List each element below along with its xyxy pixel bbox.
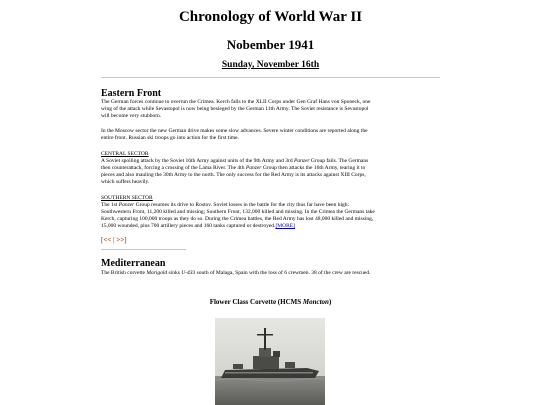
- text-line: The German forces continue to overrun the Crimea. Kerch falls to the XLII Corps under Gen Graf Hans von Sponeck, one: [101, 99, 371, 105]
- nav-separator: |: [113, 236, 115, 244]
- divider: [101, 77, 440, 78]
- text-line: [101, 158, 440, 165]
- text-span: 15,000 wounded, plus 700 artillery pieces and 160 tanks captured or destroyed.: [101, 222, 276, 229]
- next-day-link[interactable]: >>: [116, 236, 125, 244]
- nav-bracket-open: [: [101, 236, 104, 244]
- text-span: Panzer: [245, 164, 262, 171]
- text-line: [101, 223, 440, 230]
- moscow-paragraph: [101, 128, 440, 142]
- text-line: [101, 165, 440, 172]
- text-span: Moncton: [302, 298, 329, 306]
- southern-sector-label: SOUTHERN SECTOR: [101, 195, 153, 201]
- previous-day-link[interactable]: <<: [103, 236, 112, 244]
- date-heading: Sunday, November 16th: [221, 60, 320, 70]
- text-line: Kerch, capturing 100,000 troops as they do so. During the Crimea battles, the Red Army has lost 48,000 killed and missing,: [101, 215, 374, 222]
- mediterranean-heading: Mediterranean: [101, 258, 166, 269]
- more-link[interactable]: [MORE]: [275, 222, 295, 229]
- text-span: south of Malaga, Spain with the loss of 6 crewmen. 38 of the crew are rescued.: [195, 270, 371, 276]
- text-span: sinks: [167, 270, 182, 276]
- text-span: Group fails. The Germans: [309, 158, 369, 164]
- central-sector-label: CENTRAL SECTOR: [101, 151, 149, 157]
- text-span: Group resumes its drive to Rostov. Soviet losses in the battle for the city thus far have been high:: [134, 202, 350, 208]
- nav-bracket-close: ]: [124, 236, 127, 244]
- section-divider: [101, 249, 186, 250]
- month-heading: Nobember 1941: [226, 37, 315, 52]
- ship-name: Marigold: [146, 270, 168, 276]
- text-span: A Soviet spoiling attack by the Soviet 16th Army against units of the 9th Army and 3rd: [101, 158, 294, 164]
- text-line: In the Moscow sector the new German drive makes some slow advances. Severe winter conditions are reported along the: [101, 128, 368, 134]
- page-title: Chronology of World War II: [178, 9, 363, 25]
- text-line: entire front. Russian ski troops go into action for the first time.: [101, 134, 239, 141]
- text-span: then counterattack, forcing a crossing of the Lama River. The 4th: [101, 164, 246, 171]
- southern-sector-paragraph: [101, 202, 440, 230]
- text-line: which suffers heavily.: [101, 178, 150, 185]
- eastern-front-intro: [101, 99, 440, 120]
- eastern-front-heading: Eastern Front: [101, 88, 162, 99]
- mediterranean-paragraph: [101, 270, 440, 277]
- text-line: pieces and also mauling the 30th Army to the north. The only success for the Red Army is its attacks against XIII Corps,: [101, 171, 366, 178]
- text-span: Panzer: [293, 158, 310, 164]
- text-span: The 1st: [101, 202, 119, 208]
- text-span: Group then attacks the 16th Army, tearing it to: [261, 164, 366, 171]
- uboat-name: U-433: [181, 270, 196, 276]
- warship-photo-icon: [215, 318, 325, 405]
- warship-photo: [215, 318, 325, 405]
- text-span: ): [328, 298, 332, 306]
- day-navigation: [101, 236, 127, 244]
- text-line: [101, 202, 440, 209]
- text-line: wing of the attack while Sevastopol is now being besieged by the German 11th Army. The Soviet resistance is Sevastopol: [101, 105, 369, 112]
- text-span: Panzer: [118, 202, 135, 208]
- text-span: The British corvette: [101, 270, 147, 276]
- text-span: Flower Class Corvette (HCMS: [209, 298, 303, 306]
- text-line: Southwestern Front, 11,200 killed and missing; Southern Front, 132,000 killed and missing. In the Crimea the Germans take: [101, 208, 375, 215]
- figure-caption: [101, 298, 440, 306]
- text-line: will become very stubborn.: [101, 112, 162, 119]
- central-sector-paragraph: [101, 158, 440, 186]
